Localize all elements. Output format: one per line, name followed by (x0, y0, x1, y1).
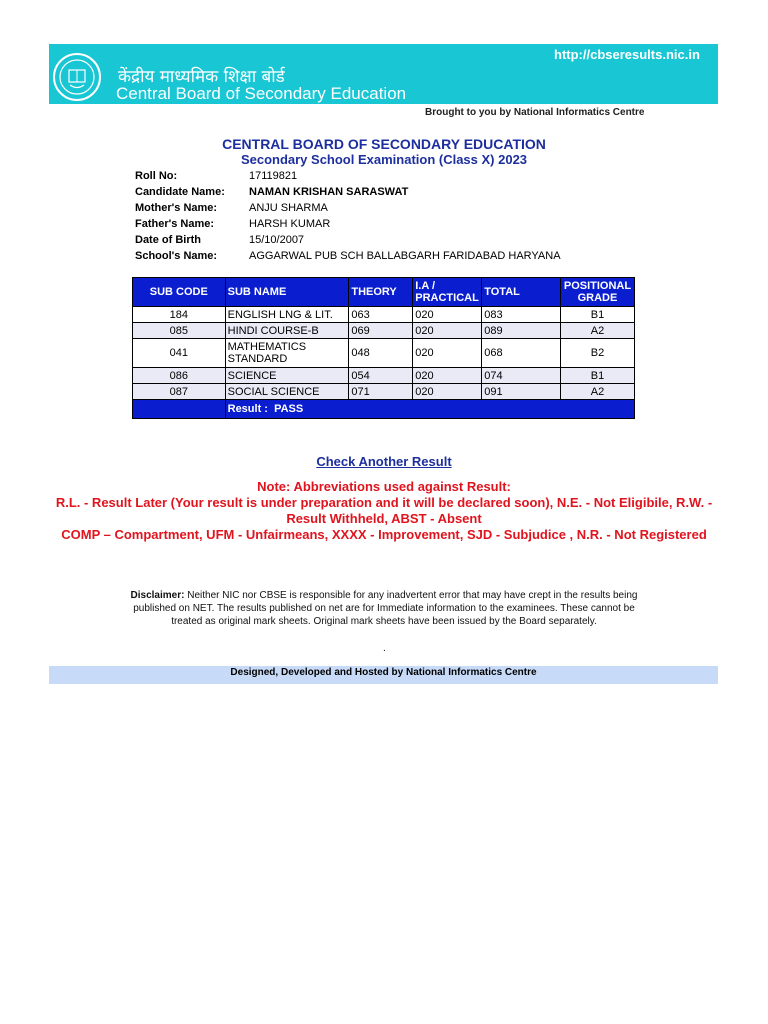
col-header-total: TOTAL (482, 278, 561, 307)
cbse-logo-icon (52, 52, 102, 102)
practical-cell: 020 (413, 339, 482, 368)
father-name: HARSH KUMAR (249, 218, 331, 230)
col-header-grade: POSITIONAL GRADE (560, 278, 634, 307)
col-header-sub-name: SUB NAME (225, 278, 349, 307)
mother-name: ANJU SHARMA (249, 202, 328, 214)
sub-code-cell: 184 (133, 307, 226, 323)
grade-cell: A2 (560, 384, 634, 400)
candidate-name: NAMAN KRISHAN SARASWAT (249, 186, 409, 198)
grade-cell: B1 (560, 307, 634, 323)
result-label: Result : (227, 403, 268, 415)
total-cell: 089 (482, 323, 561, 339)
col-header-theory: THEORY (349, 278, 413, 307)
theory-cell: 071 (349, 384, 413, 400)
result-value: PASS (274, 403, 304, 415)
disclaimer-label: Disclaimer: (130, 590, 185, 601)
table-row (133, 323, 635, 339)
disclaimer (130, 589, 638, 628)
english-title: Central Board of Secondary Education (116, 84, 407, 103)
school-name: AGGARWAL PUB SCH BALLABGARH FARIDABAD HARYANA (249, 250, 561, 262)
exam-title: Secondary School Examination (Class X) 2023 (240, 152, 528, 167)
footer-bar: Designed, Developed and Hosted by National Informatics Centre (49, 666, 718, 684)
info-label: Candidate Name: (135, 186, 225, 198)
info-label: Date of Birth (135, 234, 201, 246)
disclaimer-text: Neither NIC nor CBSE is responsible for any inadvertent error that may have crept in the results being published on NET. The results published on net are for Immediate information to the examinees. These cannot be treated as original mark sheets. Original mark sheets have been issued by the Board separately. (133, 590, 638, 627)
practical-cell: 020 (413, 384, 482, 400)
total-cell: 083 (482, 307, 561, 323)
abbreviation-note (52, 479, 716, 543)
table-row (133, 339, 635, 368)
disclaimer-dot: . (383, 643, 386, 654)
practical-cell: 020 (413, 307, 482, 323)
check-another-result-link[interactable]: Check Another Result (316, 454, 452, 469)
col-header-sub-code: SUB CODE (133, 278, 226, 307)
table-row (133, 307, 635, 323)
col-header-practical: I.A / PRACTICAL (413, 278, 482, 307)
theory-cell: 048 (349, 339, 413, 368)
check-another-container (0, 454, 768, 469)
sub-code-cell: 041 (133, 339, 226, 368)
sub-name-cell: HINDI COURSE-B (225, 323, 349, 339)
result-cell (225, 400, 634, 419)
sub-code-cell: 087 (133, 384, 226, 400)
table-row (133, 384, 635, 400)
sub-code-cell: 086 (133, 368, 226, 384)
practical-cell: 020 (413, 323, 482, 339)
total-cell: 091 (482, 384, 561, 400)
result-row (133, 400, 635, 419)
marks-table (132, 277, 635, 419)
theory-cell: 063 (349, 307, 413, 323)
note-heading: Note: Abbreviations used against Result: (257, 479, 511, 494)
note-line-1: R.L. - Result Later (Your result is under preparation and it will be declared soon), N.E. - Not Eligibile, R.W. - Result Withheld, ABST - Absent (55, 495, 713, 526)
info-label: Father's Name: (135, 218, 215, 230)
total-cell: 074 (482, 368, 561, 384)
hindi-title: केंद्रीय माध्यमिक शिक्षा बोर्ड (118, 67, 285, 87)
sub-name-cell: MATHEMATICS STANDARD (225, 339, 349, 368)
date-of-birth: 15/10/2007 (249, 234, 305, 246)
info-label: School's Name: (135, 250, 218, 262)
theory-cell: 054 (349, 368, 413, 384)
sub-name-cell: SCIENCE (225, 368, 349, 384)
practical-cell: 020 (413, 368, 482, 384)
result-spacer (133, 400, 226, 419)
sub-code-cell: 085 (133, 323, 226, 339)
grade-cell: A2 (560, 323, 634, 339)
info-label: Roll No: (135, 170, 178, 182)
total-cell: 068 (482, 339, 561, 368)
info-label: Mother's Name: (135, 202, 218, 214)
sub-name-cell: ENGLISH LNG & LIT. (225, 307, 349, 323)
theory-cell: 069 (349, 323, 413, 339)
grade-cell: B1 (560, 368, 634, 384)
sub-name-cell: SOCIAL SCIENCE (225, 384, 349, 400)
table-row (133, 368, 635, 384)
grade-cell: B2 (560, 339, 634, 368)
note-line-2: COMP – Compartment, UFM - Unfairmeans, XXXX - Improvement, SJD - Subjudice , N.R. - Not Registered (61, 527, 707, 542)
roll-number: 17119821 (249, 170, 298, 182)
board-title: CENTRAL BOARD OF SECONDARY EDUCATION (222, 136, 546, 152)
brought-by-text: Brought to you by National Informatics Centre (425, 107, 645, 118)
site-url-link[interactable]: http://cbseresults.nic.in (554, 47, 700, 62)
table-header-row (133, 278, 635, 307)
